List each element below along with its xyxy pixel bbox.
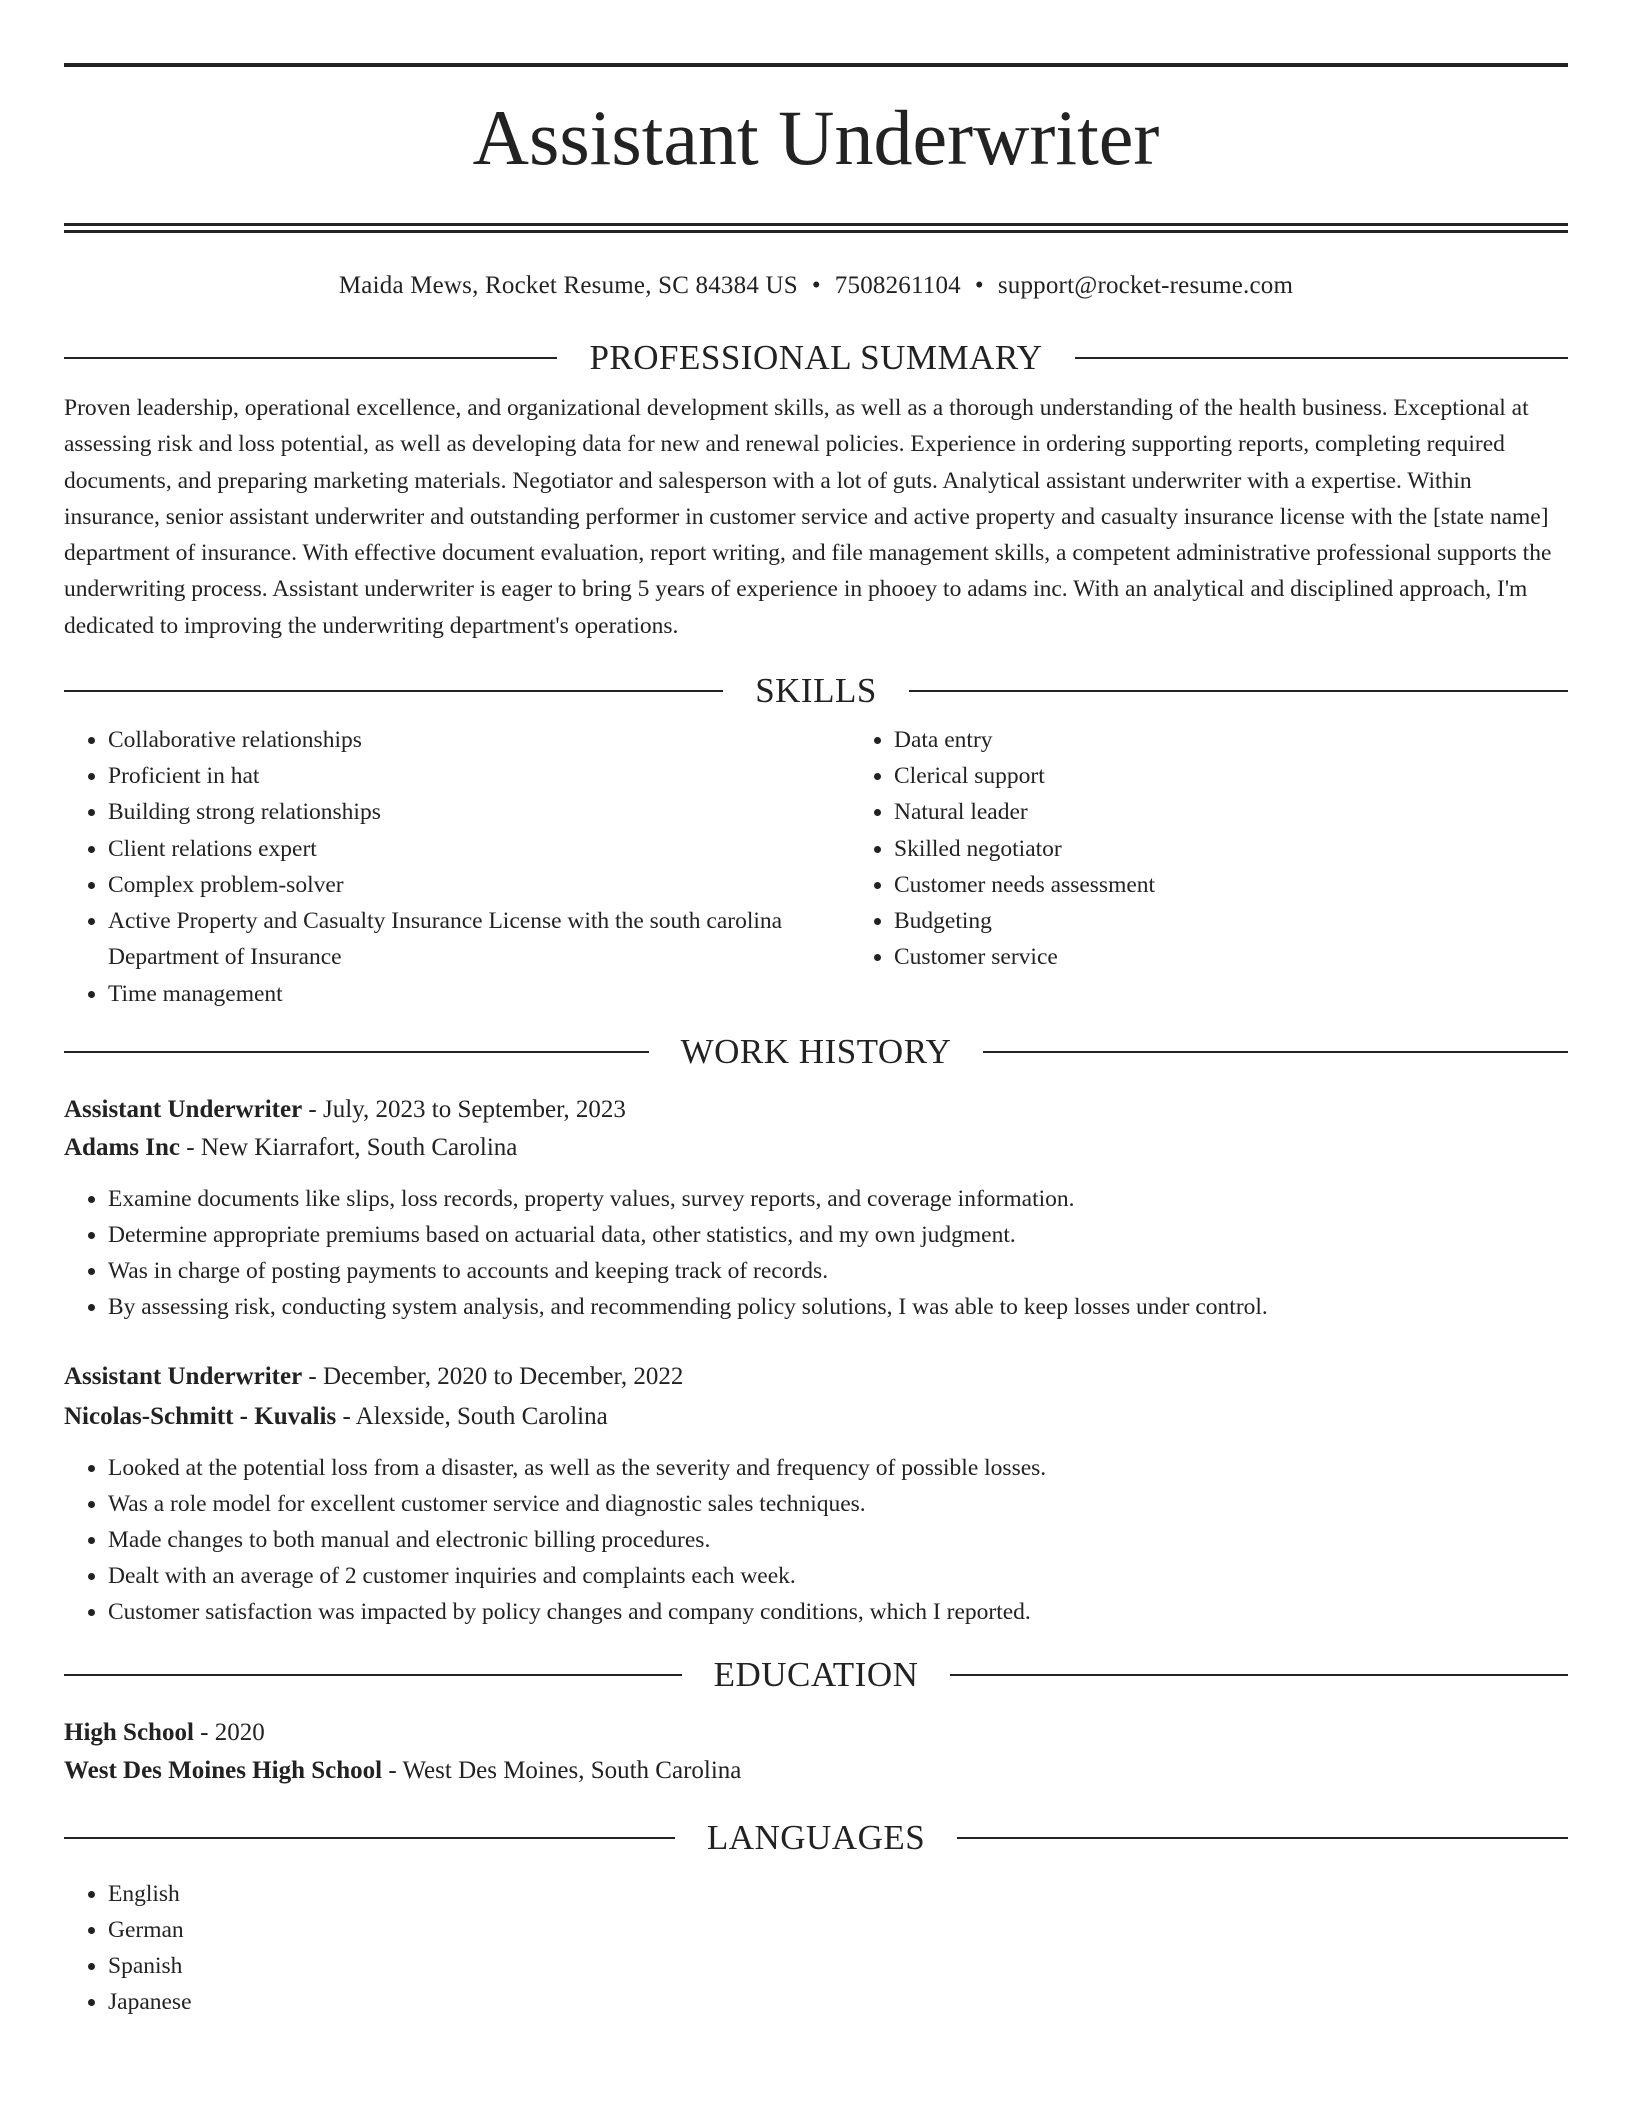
- skill-item: • Time management: [108, 976, 850, 1012]
- job-bullet: • By assessing risk, conducting system analysis, and recommending policy solutions, I was able to keep losses under control.: [108, 1289, 1568, 1325]
- summary-heading: [64, 336, 1568, 380]
- job-bullet: • Customer satisfaction was impacted by policy changes and company conditions, which I reported.: [108, 1594, 1568, 1630]
- job-bullet: • Dealt with an average of 2 customer inquiries and complaints each week.: [108, 1558, 1568, 1594]
- skills-column-right: [850, 722, 1568, 1012]
- skill-item: • Customer service: [894, 939, 1568, 975]
- languages-heading-text: LANGUAGES: [706, 1817, 926, 1857]
- languages-heading: [64, 1816, 1568, 1860]
- top-rule: [64, 63, 1568, 67]
- job-title-line: [64, 1358, 1568, 1396]
- job-title: Assistant Underwriter: [64, 1095, 303, 1123]
- heading-rule-left: [64, 1051, 649, 1053]
- education-school-line: [64, 1752, 1568, 1790]
- job-company-line: [64, 1398, 1568, 1436]
- education-school: West Des Moines High School: [64, 1756, 383, 1784]
- contact-line: [64, 269, 1568, 303]
- skill-item: • Skilled negotiator: [894, 831, 1568, 867]
- skill-item: • Collaborative relationships: [108, 722, 850, 758]
- skill-item: • Client relations expert: [108, 831, 850, 867]
- heading-rule-left: [64, 357, 557, 359]
- resume-page: [64, 0, 1568, 2020]
- education-degree: High School: [64, 1718, 194, 1746]
- summary-text: Proven leadership, operational excellence, and organizational development skills, as well as a thorough understanding of the health business. Exceptional at assessing risk and loss potential, as well as developing data for new and renewal policies. Experience in ordering supporting reports, completing required documents, and preparing marketing materials. Negotiator and salesperson with a lot of guts. Analytical assistant underwriter with a expertise. Within insurance, senior assistant underwriter and outstanding performer in customer service and active property and casualty insurance license with the [state name] department of insurance. With effective document evaluation, report writing, and file management skills, a competent administrative professional supports the underwriting process. Assistant underwriter is eager to bring 5 years of experience in phooey to adams inc. With an analytical and disciplined approach, I'm dedicated to improving the underwriting department's operations.: [64, 395, 1552, 639]
- job-title-line: [64, 1091, 1568, 1129]
- language-item: • Spanish: [108, 1948, 1568, 1984]
- job-bullet: • Looked at the potential loss from a disaster, as well as the severity and frequency of possible losses.: [108, 1450, 1568, 1486]
- job-company: Adams Inc: [64, 1133, 180, 1161]
- language-item: • English: [108, 1876, 1568, 1912]
- job-bullet: • Made changes to both manual and electronic billing procedures.: [108, 1522, 1568, 1558]
- heading-rule-left: [64, 1837, 675, 1839]
- job-company-line: [64, 1129, 1568, 1167]
- contact-phone: 7508261104: [834, 272, 961, 299]
- skills-heading-text: SKILLS: [755, 671, 877, 711]
- heading-rule-right: [983, 1051, 1568, 1053]
- separator-dot: •: [974, 272, 984, 299]
- work-heading-text: WORK HISTORY: [680, 1031, 952, 1071]
- job-dates: - December, 2020 to December, 2022: [302, 1362, 684, 1390]
- language-item: • German: [108, 1912, 1568, 1948]
- heading-rule-right: [957, 1837, 1568, 1839]
- contact-address: Maida Mews, Rocket Resume, SC 84384 US: [338, 272, 798, 299]
- skills-heading: [64, 669, 1568, 713]
- skill-item: • Natural leader: [894, 794, 1568, 830]
- separator-dot: •: [811, 272, 821, 299]
- heading-rule-right: [909, 690, 1568, 692]
- skill-item: • Proficient in hat: [108, 758, 850, 794]
- education-degree-line: [64, 1714, 1568, 1752]
- language-item: • Japanese: [108, 1984, 1568, 2020]
- job-location: - New Kiarrafort, South Carolina: [180, 1133, 518, 1161]
- double-rule: [64, 223, 1568, 233]
- candidate-name: Assistant Underwriter: [472, 94, 1160, 181]
- skill-item: • Building strong relationships: [108, 794, 850, 830]
- job-entry: [64, 1358, 1568, 1631]
- languages-list: [64, 1876, 1568, 2021]
- heading-rule-left: [64, 1674, 682, 1676]
- summary-heading-text: PROFESSIONAL SUMMARY: [589, 338, 1043, 377]
- job-entry: [64, 1091, 1568, 1326]
- skills-list: [64, 722, 1568, 1012]
- skill-item: • Complex problem-solver: [108, 867, 850, 903]
- education-location: - West Des Moines, South Carolina: [382, 1756, 742, 1784]
- heading-rule-right: [1075, 357, 1568, 359]
- job-bullet: • Was a role model for excellent customer service and diagnostic sales techniques.: [108, 1486, 1568, 1522]
- education-entry: [64, 1714, 1568, 1790]
- job-bullet: • Determine appropriate premiums based on actuarial data, other statistics, and my own judgment.: [108, 1217, 1568, 1253]
- skill-item: • Active Property and Casualty Insurance License with the south carolina Department of Insurance: [108, 903, 850, 975]
- skill-item: • Customer needs assessment: [894, 867, 1568, 903]
- education-year: - 2020: [193, 1718, 265, 1746]
- job-title: Assistant Underwriter: [64, 1362, 303, 1390]
- skill-item: • Clerical support: [894, 758, 1568, 794]
- job-bullets: [64, 1181, 1568, 1326]
- job-bullet: • Examine documents like slips, loss records, property values, survey reports, and coverage information.: [108, 1181, 1568, 1217]
- education-heading-text: EDUCATION: [713, 1654, 919, 1694]
- job-bullet: • Was in charge of posting payments to accounts and keeping track of records.: [108, 1253, 1568, 1289]
- job-dates: - July, 2023 to September, 2023: [302, 1095, 626, 1123]
- heading-rule-left: [64, 690, 723, 692]
- contact-email: support@rocket-resume.com: [997, 272, 1294, 299]
- job-location: - Alexside, South Carolina: [336, 1402, 608, 1430]
- education-heading: [64, 1653, 1568, 1697]
- work-heading: [64, 1030, 1568, 1074]
- skills-column-left: [64, 722, 850, 1012]
- job-bullets: [64, 1450, 1568, 1631]
- skill-item: • Budgeting: [894, 903, 1568, 939]
- job-company: Nicolas-Schmitt - Kuvalis: [64, 1402, 337, 1430]
- skill-item: • Data entry: [894, 722, 1568, 758]
- heading-rule-right: [950, 1674, 1568, 1676]
